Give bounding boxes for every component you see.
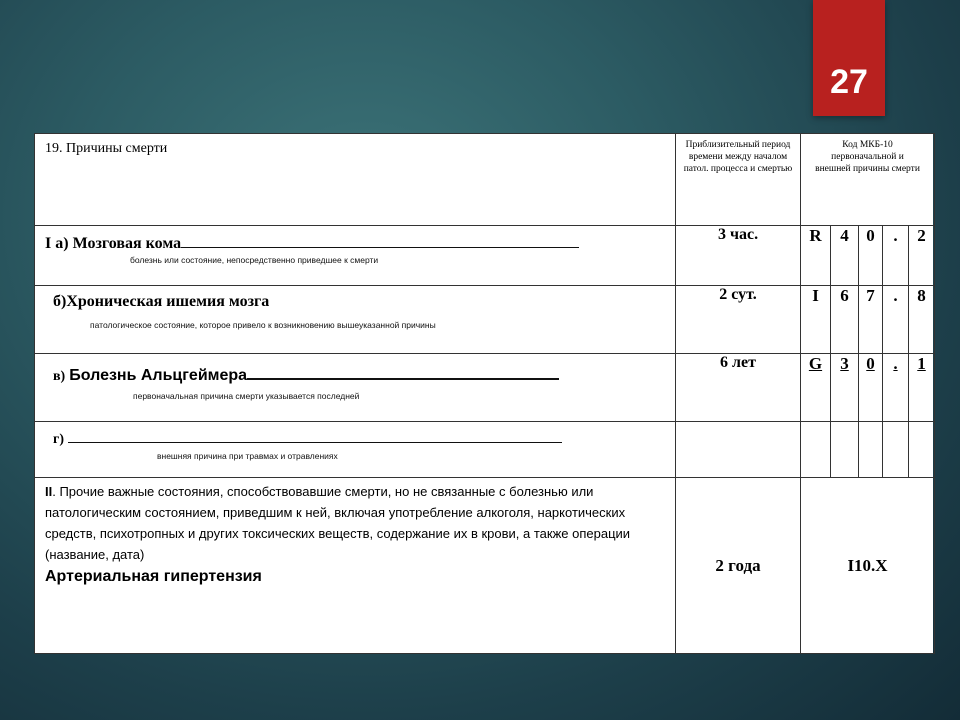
code-char-b-1: I (801, 286, 831, 354)
causes-header: 19. Причины смерти (45, 141, 168, 156)
code-char-b-3: 7 (859, 286, 883, 354)
cause-cell-d (35, 422, 676, 478)
period-cell-c: 6 лет (676, 354, 801, 422)
death-certificate-form (34, 133, 933, 653)
code-char-c-1: G (801, 354, 831, 422)
code-char-b-5: 8 (909, 286, 935, 354)
cause-prefix-d: г) (53, 432, 65, 447)
cause-prefix-c: в) (53, 369, 66, 384)
code-char-a-1: R (801, 226, 831, 286)
cause-cell-b (35, 286, 676, 354)
cause-hint-d: внешняя причина при травмах и отравлениях (157, 451, 338, 461)
code-header: Код МКБ-10 первоначальной и внешней причины смерти (815, 140, 920, 174)
code-char-c-4: . (883, 354, 909, 422)
cause-row-a (35, 226, 935, 286)
code-char-d-1 (801, 422, 831, 478)
header-period-cell (676, 134, 801, 226)
cause-hint-b: патологическое состояние, которое привело к возникновению вышеуказанной причины (90, 320, 436, 330)
cause-row-b (35, 286, 935, 354)
other-code-cell: I10.X (801, 478, 935, 654)
header-row (35, 134, 935, 226)
cause-cell-c (35, 354, 676, 422)
period-cell-a: 3 час. (676, 226, 801, 286)
part-two-label: II (45, 484, 53, 499)
period-cell-d (676, 422, 801, 478)
cause-line-a (181, 233, 579, 248)
period-cell-b: 2 сут. (676, 286, 801, 354)
other-conditions-row (35, 478, 935, 654)
cause-line-c (247, 364, 559, 380)
code-char-c-2: 3 (831, 354, 859, 422)
code-char-b-2: 6 (831, 286, 859, 354)
code-char-c-3: 0 (859, 354, 883, 422)
cause-prefix-b: б) (53, 293, 67, 310)
code-char-b-4: . (883, 286, 909, 354)
cause-row-d (35, 422, 935, 478)
code-char-a-3: 0 (859, 226, 883, 286)
other-period-cell: 2 года (676, 478, 801, 654)
slide-number: 27 (830, 63, 868, 101)
cause-hint-c: первоначальная причина смерти указывается последней (133, 391, 360, 401)
header-code-cell (801, 134, 935, 226)
cause-prefix-a: I а) (45, 235, 69, 252)
header-causes-cell (35, 134, 676, 226)
code-char-d-3 (859, 422, 883, 478)
causes-table (34, 133, 935, 654)
code-char-d-5 (909, 422, 935, 478)
cause-line-d (68, 428, 562, 443)
code-char-a-2: 4 (831, 226, 859, 286)
other-conditions-text: . Прочие важные состояния, способствовавшие смерти, но не связанные с болезнью или патологическим состоянием, приведшим к ней, включая употребление алкоголя, наркотических средств, психотропных и других токсических веществ, содержание их в крови, а также операции (название, дата) (45, 484, 631, 562)
code-char-d-2 (831, 422, 859, 478)
code-char-c-5: 1 (909, 354, 935, 422)
other-conditions-cell (35, 478, 676, 654)
cause-text-b: Хроническая ишемия мозга (66, 293, 270, 310)
code-char-a-4: . (883, 226, 909, 286)
cause-hint-a: болезнь или состояние, непосредственно приведшее к смерти (130, 255, 379, 265)
cause-text-a: Мозговая кома (72, 235, 182, 252)
code-char-a-5: 2 (909, 226, 935, 286)
slide-number-badge (813, 0, 885, 116)
cause-text-c: Болезнь Альцгеймера (69, 367, 248, 384)
cause-cell-a (35, 226, 676, 286)
period-header: Приблизительный период времени между началом патол. процесса и смертью (683, 140, 793, 174)
cause-row-c (35, 354, 935, 422)
other-condition-name: Артериальная гипертензия (45, 568, 262, 585)
code-char-d-4 (883, 422, 909, 478)
